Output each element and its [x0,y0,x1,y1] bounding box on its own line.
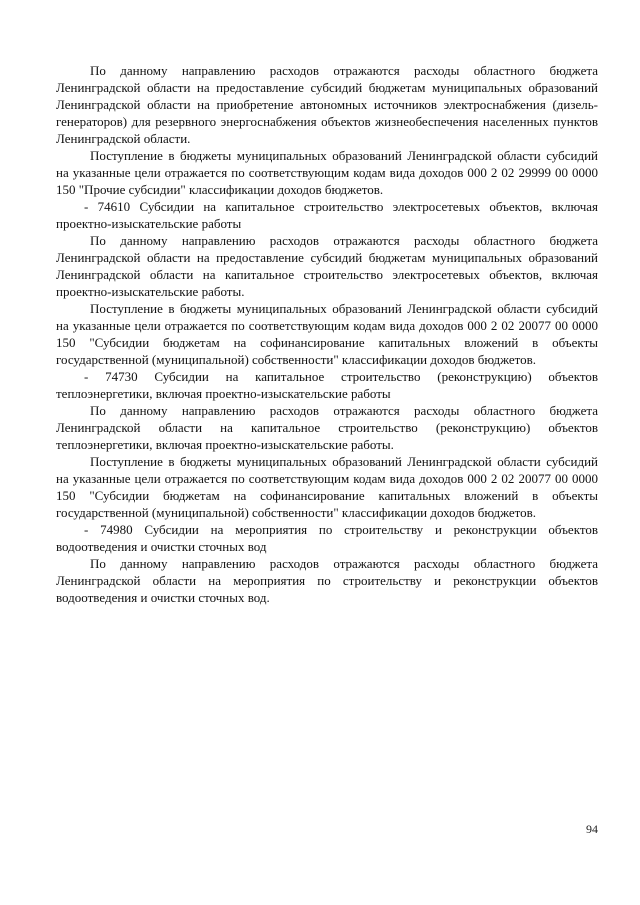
paragraph-expense-description-wastewater: По данному направлению расходов отражаются расходы областного бюджета Ленинградской области на мероприятия по строительству и реконструкции объектов водоотведения и очистки сточных вод. [56,556,598,605]
paragraph-revenue-code-other-subsidies: Поступление в бюджеты муниципальных образований Ленинградской области субсидий на указанные цели отражается по соответствующим кодам вида доходов 000 2 02 29999 00 0000 150 "Прочие субсидии" классификации доходов бюджетов. [56,148,598,197]
paragraph-revenue-code-capital-investment-1: Поступление в бюджеты муниципальных образований Ленинградской области субсидий на указанные цели отражается по соответствующим кодам вида доходов 000 2 02 20077 00 0000 150 "Субсидии бюджетам на софинансирование капитальных вложений в объекты государственной (муниципальной) собственности" классификации доходов бюджетов. [56,301,598,367]
paragraph-revenue-code-capital-investment-2: Поступление в бюджеты муниципальных образований Ленинградской области субсидий на указанные цели отражается по соответствующим кодам вида доходов 000 2 02 20077 00 0000 150 "Субсидии бюджетам на софинансирование капитальных вложений в объекты государственной (муниципальной) собственности" классификации доходов бюджетов. [56,454,598,520]
paragraph-code-74610-heading: - 74610 Субсидии на капитальное строительство электросетевых объектов, включая проектно-изыскательские работы [56,199,598,231]
paragraph-code-74980-heading: - 74980 Субсидии на мероприятия по строительству и реконструкции объектов водоотведения и очистки сточных вод [56,522,598,554]
document-body [56,62,598,606]
paragraph-expense-description-generators: По данному направлению расходов отражаются расходы областного бюджета Ленинградской области на предоставление субсидий бюджетам муниципальных образований Ленинградской области на приобретение автономных источников электроснабжения (дизель-генераторов) для резервного энергоснабжения объектов жизнеобеспечения населенных пунктов Ленинградской области. [56,63,598,146]
paragraph-code-74730-heading: - 74730 Субсидии на капитальное строительство (реконструкцию) объектов теплоэнергетики, включая проектно-изыскательские работы [56,369,598,401]
page-number: 94 [586,822,598,836]
paragraph-expense-description-power-grid: По данному направлению расходов отражаются расходы областного бюджета Ленинградской области на предоставление субсидий бюджетам муниципальных образований Ленинградской области на капитальное строительство электросетевых объектов, включая проектно-изыскательские работы. [56,233,598,299]
paragraph-expense-description-heat-power: По данному направлению расходов отражаются расходы областного бюджета Ленинградской области на капитальное строительство (реконструкцию) объектов теплоэнергетики, включая проектно-изыскательские работы. [56,403,598,452]
